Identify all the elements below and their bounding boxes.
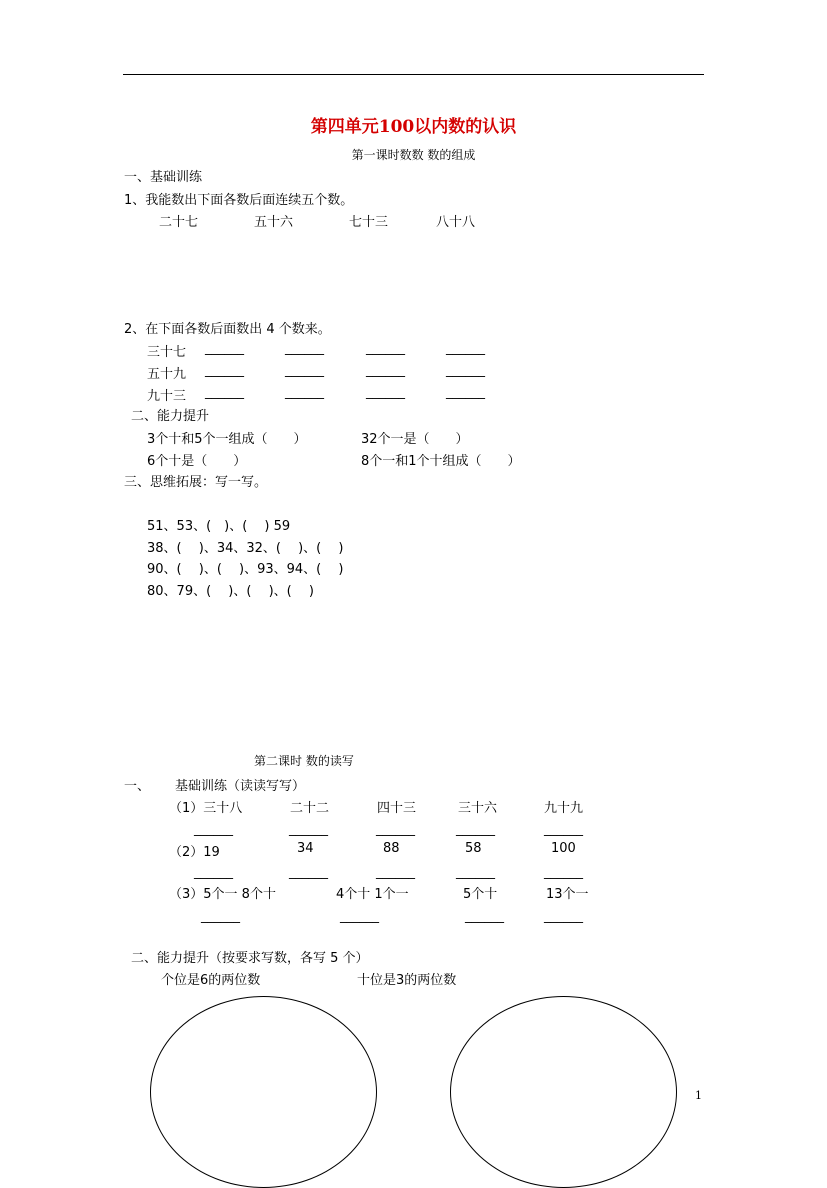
row2-item: 58 <box>465 841 482 856</box>
ones-six-label: 个位是6的两位数 <box>161 973 261 988</box>
row1-item: 二十二 <box>290 801 330 816</box>
answer-blank[interactable]: ______ <box>376 822 415 837</box>
row1-item: 四十三 <box>377 801 417 816</box>
tens-three-label: 十位是3的两位数 <box>357 973 457 988</box>
sequence-item: 90、( )、( )、93、94、( ) <box>147 562 344 577</box>
answer-blank[interactable]: ______ <box>285 363 324 378</box>
row1-label: （1）三十八 <box>169 801 243 816</box>
answer-blank[interactable]: ______ <box>194 822 233 837</box>
q2-row-label: 九十三 <box>147 389 187 404</box>
answer-blank[interactable]: ______ <box>201 909 240 924</box>
answer-blank[interactable]: ______ <box>205 385 244 400</box>
answer-blank[interactable]: ______ <box>544 865 583 880</box>
ability-question: 32个一是（ ） <box>361 432 469 447</box>
answer-blank[interactable]: ______ <box>544 909 583 924</box>
lesson2-title: 第二课时 数的读写 <box>254 754 354 768</box>
row3-item: 13个一 <box>546 887 589 902</box>
answer-circle-ones-six[interactable] <box>150 996 377 1188</box>
answer-blank[interactable]: ______ <box>205 341 244 356</box>
answer-blank[interactable]: ______ <box>194 865 233 880</box>
q1-item: 七十三 <box>349 215 389 230</box>
answer-blank[interactable]: ______ <box>285 341 324 356</box>
row3-item: 5个十 <box>463 887 498 902</box>
unit-title: 第四单元100以内数的认识 <box>310 117 517 137</box>
ability-question: 6个十是（ ） <box>147 454 247 469</box>
section-thinking: 三、思维拓展：写一写。 <box>124 475 268 490</box>
section-num: 一、 <box>124 779 151 794</box>
answer-blank[interactable]: ______ <box>446 363 485 378</box>
section-basic: 一、基础训练 <box>124 170 203 185</box>
ability-question: 8个一和1个十组成（ ） <box>361 454 521 469</box>
answer-blank[interactable]: ______ <box>205 363 244 378</box>
section-ability-2: 二、能力提升（按要求写数，各写 5 个） <box>131 951 369 966</box>
section-ability: 二、能力提升 <box>131 409 210 424</box>
row3-item: 4个十 1个一 <box>336 887 409 902</box>
top-rule <box>123 74 704 75</box>
answer-blank[interactable]: ______ <box>446 341 485 356</box>
q1-item: 二十七 <box>159 215 199 230</box>
answer-blank[interactable]: ______ <box>289 865 328 880</box>
row1-item: 三十六 <box>458 801 498 816</box>
sequence-item: 51、53、( )、( ) 59 <box>147 519 291 534</box>
answer-blank[interactable]: ______ <box>285 385 324 400</box>
q2-row-label: 三十七 <box>147 345 187 360</box>
sequence-item: 80、79、( )、( )、( ) <box>147 584 314 599</box>
answer-blank[interactable]: ______ <box>456 865 495 880</box>
row2-item: 88 <box>383 841 400 856</box>
answer-blank[interactable]: ______ <box>376 865 415 880</box>
answer-blank[interactable]: ______ <box>289 822 328 837</box>
answer-blank[interactable]: ______ <box>465 909 504 924</box>
lesson1-title: 第一课时数数 数的组成 <box>351 148 476 162</box>
q1-item: 五十六 <box>254 215 294 230</box>
q1-prompt: 1、我能数出下面各数后面连续五个数。 <box>124 193 354 208</box>
answer-circle-tens-three[interactable] <box>450 996 677 1188</box>
answer-blank[interactable]: ______ <box>340 909 379 924</box>
answer-blank[interactable]: ______ <box>366 341 405 356</box>
ability-question: 3个十和5个一组成（ ） <box>147 432 307 447</box>
section-basic-2: 基础训练（读读写写） <box>175 779 306 794</box>
answer-blank[interactable]: ______ <box>446 385 485 400</box>
answer-blank[interactable]: ______ <box>366 385 405 400</box>
q1-item: 八十八 <box>436 215 476 230</box>
row2-item: 100 <box>551 841 576 856</box>
q2-row-label: 五十九 <box>147 367 187 382</box>
row2-item: 34 <box>297 841 314 856</box>
page-number: 1 <box>695 1089 702 1102</box>
answer-blank[interactable]: ______ <box>544 822 583 837</box>
row2-label: （2）19 <box>169 845 220 860</box>
answer-blank[interactable]: ______ <box>366 363 405 378</box>
row3-label: （3）5个一 8个十 <box>169 887 276 902</box>
sequence-item: 38、( )、34、32、( )、( ) <box>147 541 344 556</box>
answer-blank[interactable]: ______ <box>456 822 495 837</box>
row1-item: 九十九 <box>544 801 584 816</box>
q2-prompt: 2、在下面各数后面数出 4 个数来。 <box>124 322 331 337</box>
